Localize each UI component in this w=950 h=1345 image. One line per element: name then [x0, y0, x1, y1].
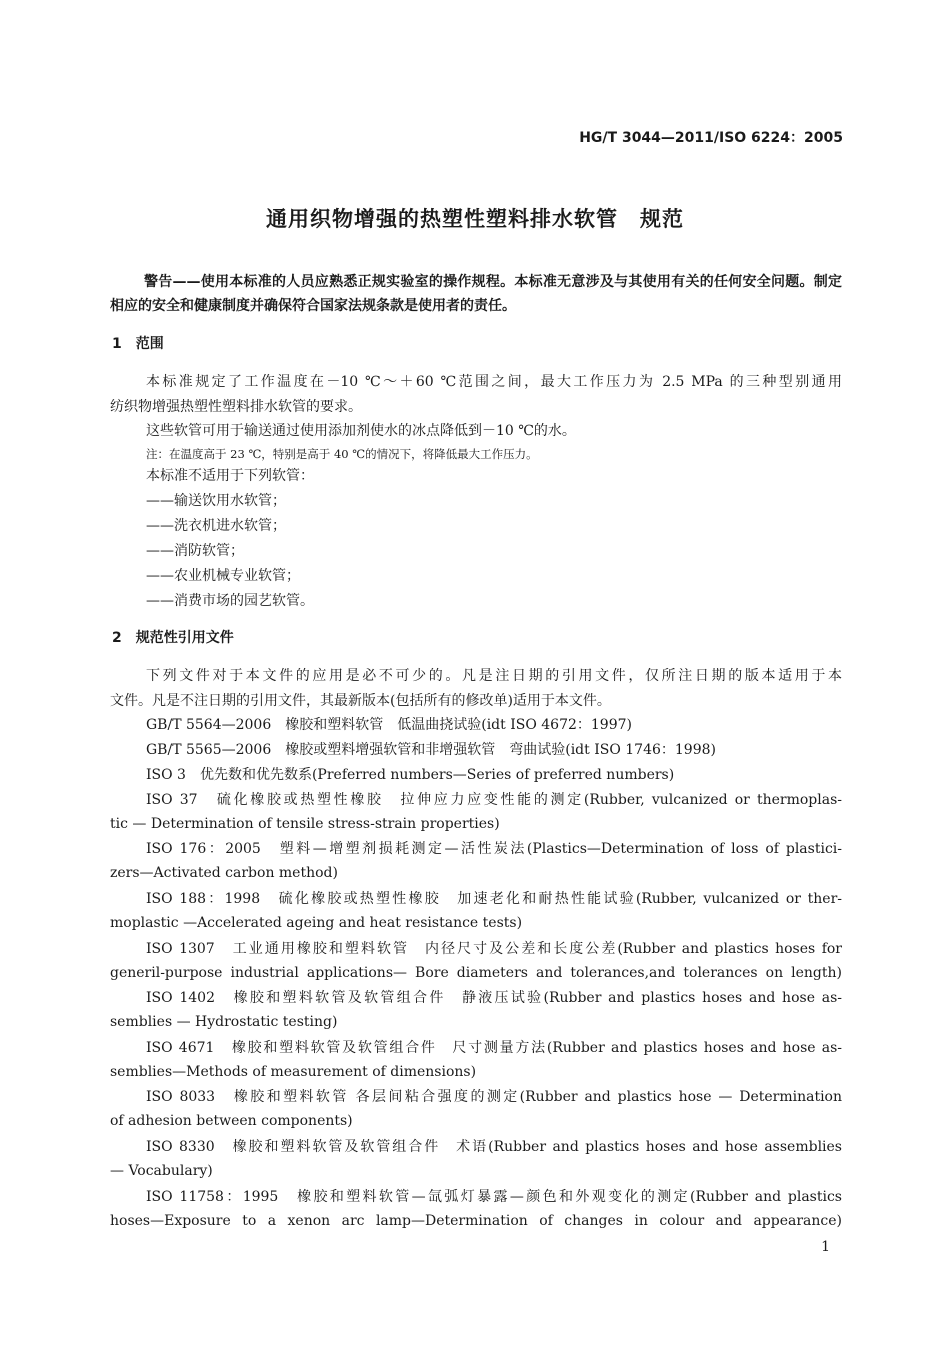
scope-line: 本标准不适用于下列软管： [146, 468, 314, 484]
scope-line: 纺织物增强热塑性塑料排水软管的要求。 [110, 399, 362, 415]
reference-entry: ISO 4671 橡胶和塑料软管及软管组合件 尺寸测量方法(Rubber and plastics hoses and hose as- [146, 1040, 842, 1056]
section-heading-scope: 1 范围 [112, 336, 164, 352]
reference-entry: ISO 8033 橡胶和塑料软管 各层间粘合强度的测定(Rubber and plastics hose — Determination [146, 1089, 842, 1105]
reference-entry-continued: zers—Activated carbon method) [110, 865, 338, 881]
reference-entry-continued: semblies — Hydrostatic testing) [110, 1014, 338, 1030]
warning-paragraph: 警告——使用本标准的人员应熟悉正规实验室的操作规程。本标准无意涉及与其使用有关的任何安全问题。制定相应的安全和健康制度并确保符合国家法规条款是使用者的责任。 [110, 274, 842, 314]
reference-entry: ISO 176：2005 塑料—增塑剂损耗测定—活性炭法(Plastics—Determination of loss of plastici- [146, 841, 842, 857]
list-item: ——输送饮用水软管； [146, 493, 286, 509]
reference-entry-continued: hoses—Exposure to a xenon arc lamp—Determination of changes in colour and appearance) [110, 1213, 842, 1229]
list-item: ——消防软管； [146, 543, 244, 559]
reference-entry: GB/T 5565—2006 橡胶或塑料增强软管和非增强软管 弯曲试验(idt ISO 1746：1998) [146, 742, 716, 758]
reference-entry: GB/T 5564—2006 橡胶和塑料软管 低温曲挠试验(idt ISO 4672：1997) [146, 717, 632, 733]
reference-entry-continued: semblies—Methods of measurement of dimensions) [110, 1064, 477, 1080]
reference-entry: ISO 11758：1995 橡胶和塑料软管—氙弧灯暴露—颜色和外观变化的测定(Rubber and plastics [146, 1189, 842, 1205]
standard-code: HG/T 3044—2011/ISO 6224：2005 [579, 130, 843, 146]
reference-entry: ISO 188：1998 硫化橡胶或热塑性橡胶 加速老化和耐热性能试验(Rubber, vulcanized or ther- [146, 891, 842, 907]
reference-entry-continued: tic — Determination of tensile stress-strain properties) [110, 816, 500, 832]
page-number: 1 [821, 1239, 830, 1255]
reference-entry-continued: — Vocabulary) [110, 1163, 213, 1179]
list-item: ——消费市场的园艺软管。 [146, 593, 314, 609]
reference-intro-line: 文件。凡是不注日期的引用文件，其最新版本(包括所有的修改单)适用于本文件。 [110, 693, 611, 709]
reference-entry-continued: generil-purpose industrial applications— Bore diameters and tolerances,and tolerances on length) [110, 965, 842, 981]
list-item: ——农业机械专业软管； [146, 568, 300, 584]
section-heading-normative-references: 2 规范性引用文件 [112, 630, 234, 646]
reference-entry: ISO 1307 工业通用橡胶和塑料软管 内径尺寸及公差和长度公差(Rubber and plastics hoses for [146, 941, 842, 957]
reference-entry: ISO 37 硫化橡胶或热塑性橡胶 拉伸应力应变性能的测定(Rubber, vulcanized or thermoplas- [146, 792, 842, 808]
reference-entry-continued: moplastic —Accelerated ageing and heat resistance tests) [110, 915, 523, 931]
page-title: 通用织物增强的热塑性塑料排水软管 规范 [266, 207, 684, 231]
reference-intro-line: 下列文件对于本文件的应用是必不可少的。凡是注日期的引用文件，仅所注日期的版本适用于本 [146, 668, 842, 684]
reference-entry-continued: of adhesion between components) [110, 1113, 353, 1129]
list-item: ——洗衣机进水软管； [146, 518, 286, 534]
scope-line: 本标准规定了工作温度在－10 ℃～＋60 ℃范围之间，最大工作压力为 2.5 MPa 的三种型别通用 [146, 374, 842, 390]
reference-entry: ISO 1402 橡胶和塑料软管及软管组合件 静液压试验(Rubber and plastics hoses and hose as- [146, 990, 842, 1006]
reference-entry: ISO 8330 橡胶和塑料软管及软管组合件 术语(Rubber and plastics hoses and hose assemblies [146, 1139, 842, 1155]
scope-note: 注：在温度高于 23 ℃，特别是高于 40 ℃的情况下，将降低最大工作压力。 [146, 447, 538, 461]
reference-entry: ISO 3 优先数和优先数系(Preferred numbers—Series of preferred numbers) [146, 767, 675, 783]
scope-line: 这些软管可用于输送通过使用添加剂使水的冰点降低到－10 ℃的水。 [146, 423, 576, 439]
